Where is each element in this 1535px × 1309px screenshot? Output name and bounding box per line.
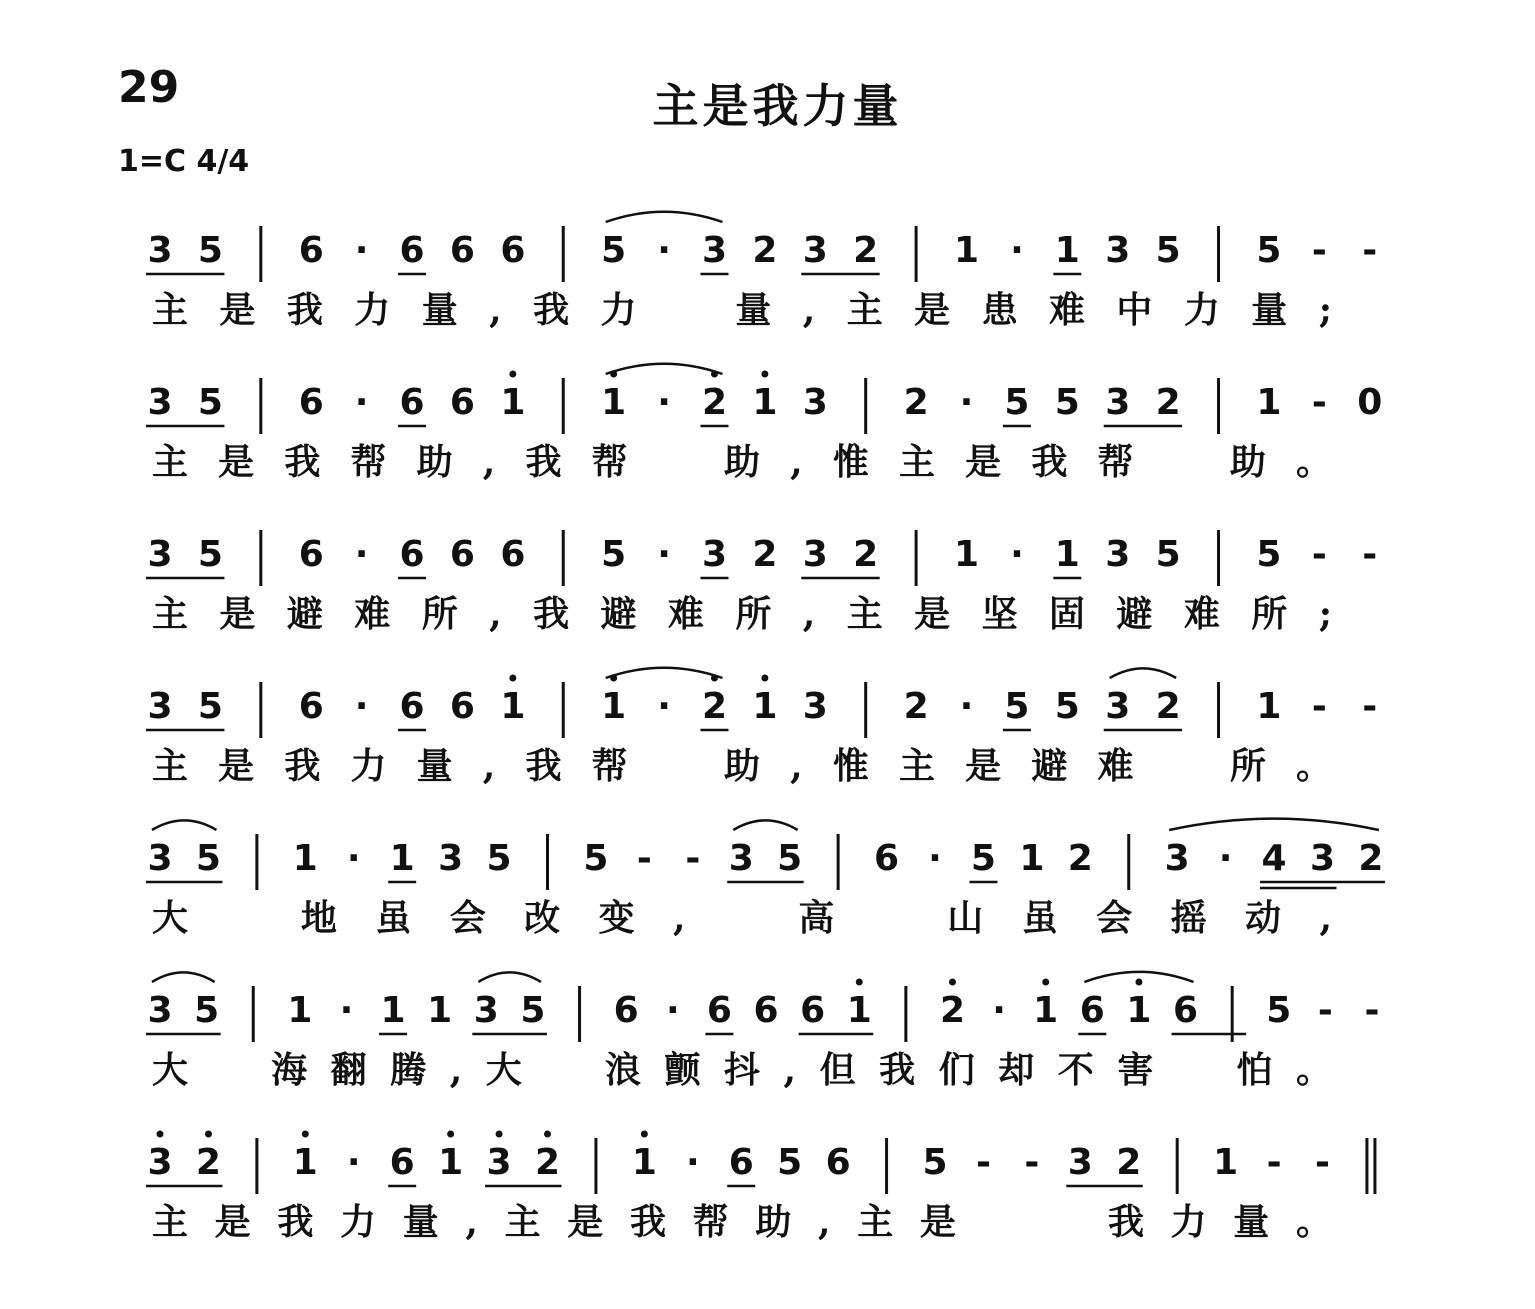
note: 5 bbox=[922, 1142, 948, 1183]
note: 5 bbox=[1004, 382, 1030, 423]
note: 6 bbox=[399, 534, 425, 575]
note: 2 bbox=[939, 990, 966, 1031]
note: 3 bbox=[1309, 838, 1336, 879]
note: 6 bbox=[449, 534, 475, 575]
note: 2 bbox=[903, 686, 929, 727]
sustain-dash: - bbox=[1362, 230, 1378, 271]
score-line-6 bbox=[146, 972, 1380, 1091]
note: 2 bbox=[1116, 1142, 1142, 1183]
note: 3 bbox=[147, 686, 173, 727]
note: 3 bbox=[147, 382, 173, 423]
note: 3 bbox=[473, 990, 499, 1031]
dot-mark: · bbox=[354, 382, 369, 423]
note: 1 bbox=[752, 382, 778, 423]
note: 6 bbox=[389, 1142, 415, 1183]
note: 1 bbox=[500, 686, 526, 727]
lyrics-line: 主是我力量,主是我帮助,主是 我力量。 bbox=[152, 1201, 1333, 1243]
sustain-dash: - bbox=[1311, 382, 1327, 423]
dot-mark: · bbox=[665, 990, 680, 1031]
note: 3 bbox=[147, 1142, 173, 1183]
dot-mark: · bbox=[657, 230, 671, 271]
note: 1 bbox=[438, 1142, 464, 1183]
tie-slur bbox=[478, 972, 541, 982]
note: 3 bbox=[1105, 534, 1131, 575]
note: 0 bbox=[1357, 382, 1383, 423]
note: 1 bbox=[287, 990, 313, 1031]
score-line-1 bbox=[146, 212, 1377, 331]
sustain-dash: - bbox=[1311, 534, 1327, 575]
tie-slur bbox=[1169, 819, 1379, 830]
dot-mark: · bbox=[1218, 838, 1233, 879]
note: 3 bbox=[1105, 230, 1131, 271]
lyrics-line: 主是我帮助,我帮 助,惟主是我帮 助。 bbox=[152, 441, 1332, 483]
score-line-5 bbox=[146, 819, 1385, 939]
note: 1 bbox=[1256, 382, 1282, 423]
sustain-dash: - bbox=[1362, 686, 1378, 727]
note: 6 bbox=[800, 990, 826, 1031]
note: 1 bbox=[601, 686, 627, 727]
sustain-dash: - bbox=[636, 838, 652, 879]
note: 6 bbox=[500, 534, 526, 575]
dot-mark: · bbox=[959, 382, 974, 423]
note: 3 bbox=[147, 534, 173, 575]
note: 5 bbox=[601, 534, 627, 575]
note: 1 bbox=[1054, 230, 1080, 271]
note: 3 bbox=[701, 534, 728, 575]
sustain-dash: - bbox=[1364, 990, 1380, 1031]
dot-mark: · bbox=[685, 1142, 700, 1183]
note: 2 bbox=[701, 382, 728, 423]
note: 5 bbox=[601, 230, 627, 271]
high-octave-dot bbox=[949, 979, 956, 986]
note: 2 bbox=[853, 230, 879, 271]
dot-mark: · bbox=[657, 534, 671, 575]
score-line-2 bbox=[146, 364, 1382, 483]
lyrics-line: 主是我力量,我力 量,主是患难中力量; bbox=[152, 289, 1332, 331]
tie-slur bbox=[606, 668, 723, 678]
sustain-dash: - bbox=[1024, 1142, 1040, 1183]
tie-slur bbox=[1110, 668, 1176, 678]
dot-mark: · bbox=[354, 230, 369, 271]
note: 5 bbox=[197, 230, 223, 271]
note: 2 bbox=[701, 686, 728, 727]
dot-mark: · bbox=[354, 686, 369, 727]
high-octave-dot bbox=[205, 1131, 212, 1138]
note: 2 bbox=[534, 1142, 561, 1183]
note: 1 bbox=[380, 990, 406, 1031]
note: 6 bbox=[399, 382, 425, 423]
sustain-dash: - bbox=[1315, 1142, 1330, 1183]
note: 3 bbox=[802, 230, 828, 271]
dot-mark: · bbox=[992, 990, 1006, 1031]
note: 3 bbox=[728, 838, 754, 879]
tie-slur bbox=[733, 820, 797, 830]
note: 1 bbox=[1213, 1142, 1239, 1183]
lyrics-line: 主是避难所,我避难所,主是坚固避难所; bbox=[152, 593, 1332, 635]
high-octave-dot bbox=[544, 1131, 551, 1138]
note: 3 bbox=[802, 686, 828, 727]
high-octave-dot bbox=[1135, 979, 1142, 986]
note: 5 bbox=[486, 838, 512, 879]
note: 3 bbox=[1105, 686, 1131, 727]
note: 1 bbox=[752, 686, 778, 727]
note: 3 bbox=[147, 838, 173, 879]
sustain-dash: - bbox=[1311, 230, 1327, 271]
note: 3 bbox=[1067, 1142, 1093, 1183]
note: 1 bbox=[953, 534, 980, 575]
high-octave-dot bbox=[641, 1131, 648, 1138]
note: 5 bbox=[197, 534, 223, 575]
note: 5 bbox=[195, 838, 221, 879]
score-line-7 bbox=[146, 1131, 1375, 1244]
note: 6 bbox=[399, 686, 425, 727]
dot-mark: · bbox=[928, 838, 942, 879]
lyrics-line: 大 海翻腾,大 浪颤抖,但我们却不害 怕。 bbox=[152, 1049, 1332, 1091]
note: 1 bbox=[1054, 534, 1080, 575]
note: 3 bbox=[147, 990, 173, 1031]
sustain-dash: - bbox=[1362, 534, 1378, 575]
dot-mark: · bbox=[339, 990, 354, 1031]
sustain-dash: - bbox=[975, 1142, 991, 1183]
note: 5 bbox=[777, 1142, 803, 1183]
note: 2 bbox=[752, 230, 778, 271]
sustain-dash: - bbox=[1317, 990, 1333, 1031]
high-octave-dot bbox=[1042, 979, 1049, 986]
note: 3 bbox=[438, 838, 464, 879]
note: 5 bbox=[777, 838, 803, 879]
dot-mark: · bbox=[657, 382, 671, 423]
note: 6 bbox=[298, 686, 324, 727]
note: 2 bbox=[752, 534, 778, 575]
note: 3 bbox=[802, 534, 828, 575]
note: 1 bbox=[1019, 838, 1045, 879]
note: 1 bbox=[389, 838, 415, 879]
note: 1 bbox=[1256, 686, 1282, 727]
note: 6 bbox=[449, 230, 475, 271]
note: 6 bbox=[500, 230, 526, 271]
note: 5 bbox=[1266, 990, 1292, 1031]
high-octave-dot bbox=[856, 979, 863, 986]
note: 6 bbox=[1173, 990, 1199, 1031]
high-octave-dot bbox=[157, 1131, 164, 1138]
note: 5 bbox=[970, 838, 996, 879]
note: 6 bbox=[298, 382, 324, 423]
note: 5 bbox=[197, 686, 223, 727]
note: 1 bbox=[953, 230, 980, 271]
dot-mark: · bbox=[346, 838, 361, 879]
note: 2 bbox=[1155, 382, 1181, 423]
lyrics-line: 大 地虽会改变, 高 山虽会摇动, bbox=[152, 897, 1332, 939]
note: 5 bbox=[1256, 230, 1282, 271]
note: 1 bbox=[427, 990, 453, 1031]
note: 6 bbox=[728, 1142, 754, 1183]
high-octave-dot bbox=[302, 1131, 309, 1138]
note: 1 bbox=[1033, 990, 1059, 1031]
note: 1 bbox=[631, 1142, 657, 1183]
note: 3 bbox=[701, 230, 728, 271]
note: 6 bbox=[753, 990, 779, 1031]
note: 2 bbox=[1067, 838, 1093, 879]
note: 2 bbox=[903, 382, 929, 423]
high-octave-dot bbox=[509, 675, 516, 682]
dot-mark: · bbox=[354, 534, 369, 575]
note: 2 bbox=[1358, 838, 1384, 879]
note: 1 bbox=[846, 990, 872, 1031]
note: 3 bbox=[1164, 838, 1190, 879]
note: 2 bbox=[1155, 686, 1181, 727]
note: 5 bbox=[197, 382, 223, 423]
note: 5 bbox=[1256, 534, 1282, 575]
note: 6 bbox=[399, 230, 425, 271]
note: 6 bbox=[449, 686, 475, 727]
tie-slur bbox=[152, 972, 215, 982]
note: 3 bbox=[1105, 382, 1131, 423]
note: 5 bbox=[583, 838, 609, 879]
note: 6 bbox=[298, 534, 324, 575]
song-number: 29 bbox=[118, 62, 180, 113]
dot-mark: · bbox=[657, 686, 671, 727]
song-title: 主是我力量 bbox=[652, 79, 903, 133]
high-octave-dot bbox=[761, 675, 768, 682]
dot-mark: · bbox=[1010, 230, 1024, 271]
sustain-dash: - bbox=[685, 838, 701, 879]
note: 1 bbox=[601, 382, 627, 423]
note: 6 bbox=[825, 1142, 851, 1183]
note: 6 bbox=[1079, 990, 1105, 1031]
score-line-4 bbox=[146, 668, 1377, 787]
high-octave-dot bbox=[496, 1131, 503, 1138]
note: 6 bbox=[613, 990, 639, 1031]
note: 5 bbox=[1054, 686, 1080, 727]
note: 1 bbox=[1126, 990, 1152, 1031]
note: 6 bbox=[874, 838, 900, 879]
note: 5 bbox=[1155, 534, 1181, 575]
note: 3 bbox=[486, 1142, 512, 1183]
note: 3 bbox=[147, 230, 173, 271]
note: 5 bbox=[1004, 686, 1030, 727]
sustain-dash: - bbox=[1266, 1142, 1282, 1183]
dot-mark: · bbox=[1010, 534, 1024, 575]
note: 1 bbox=[500, 382, 526, 423]
tie-slur bbox=[152, 820, 216, 830]
tie-slur bbox=[606, 364, 723, 374]
high-octave-dot bbox=[761, 371, 768, 378]
note: 5 bbox=[1054, 382, 1080, 423]
dot-mark: · bbox=[346, 1142, 361, 1183]
note: 5 bbox=[194, 990, 220, 1031]
key-signature: 1=C 4/4 bbox=[118, 144, 250, 179]
note: 2 bbox=[853, 534, 879, 575]
tie-slur bbox=[606, 212, 723, 222]
note: 1 bbox=[292, 838, 318, 879]
note: 3 bbox=[802, 382, 828, 423]
note: 6 bbox=[449, 382, 475, 423]
score-line-3 bbox=[146, 530, 1377, 635]
note: 1 bbox=[292, 1142, 318, 1183]
high-octave-dot bbox=[447, 1131, 454, 1138]
note: 5 bbox=[520, 990, 546, 1031]
note: 5 bbox=[1155, 230, 1181, 271]
dot-mark: · bbox=[959, 686, 974, 727]
high-octave-dot bbox=[509, 371, 516, 378]
note: 4 bbox=[1261, 838, 1287, 879]
lyrics-line: 主是我力量,我帮 助,惟主是避难 所。 bbox=[152, 745, 1332, 787]
note: 6 bbox=[298, 230, 324, 271]
note: 2 bbox=[195, 1142, 221, 1183]
note: 6 bbox=[706, 990, 732, 1031]
sustain-dash: - bbox=[1311, 686, 1327, 727]
